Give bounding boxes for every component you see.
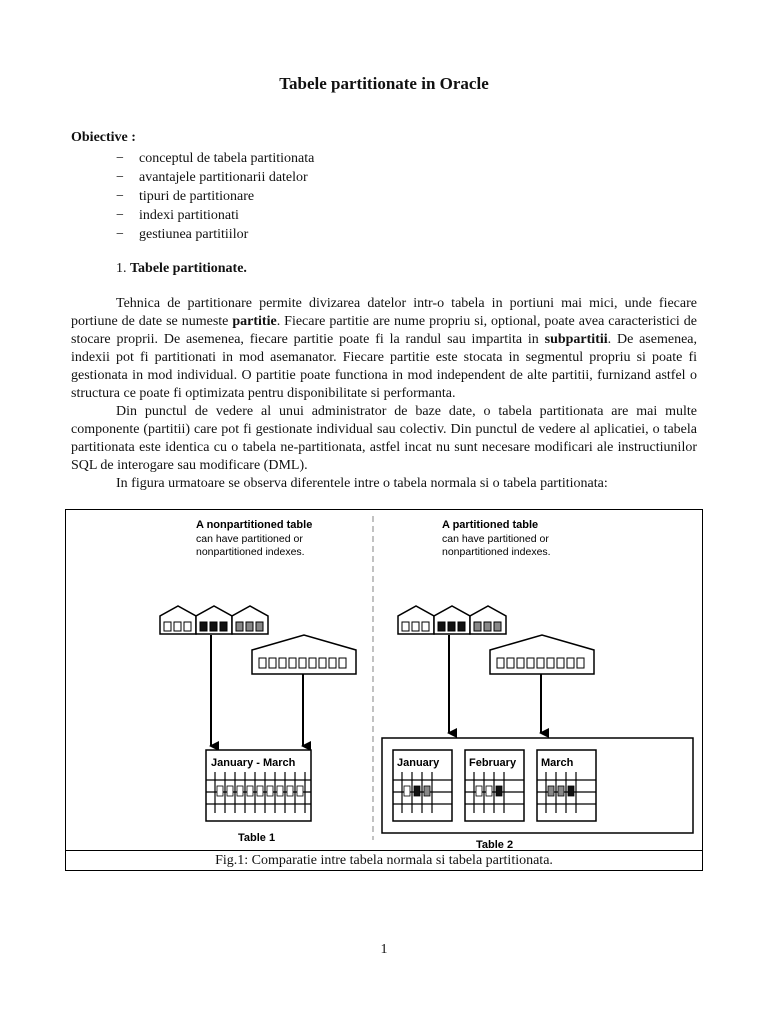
objectives-heading: Obiective : — [71, 130, 136, 145]
left-heading: A nonpartitioned table — [196, 519, 313, 531]
term-subpartitii: subpartitii — [544, 332, 608, 347]
paragraph-text: Tehnica de partitionare permite divizarea datelor intr-o tabela in portiuni mai mici, unde fiecare portiune de date se numeste — [71, 296, 697, 329]
table-1 — [206, 750, 311, 821]
partition-label: February — [469, 757, 517, 769]
objective-text: indexi partitionati — [139, 208, 239, 223]
objective-text: conceptul de tabela partitionata — [139, 151, 315, 166]
document-title: Tabele partitionate in Oracle — [279, 74, 489, 93]
objective-text: gestiunea partitiilor — [139, 227, 249, 242]
right-heading: A partitioned table — [442, 519, 539, 531]
global-index-icon — [490, 635, 594, 674]
objective-text: avantajele partitionarii datelor — [139, 170, 308, 185]
partitioned-index-icon — [160, 606, 268, 634]
list-marker: − — [116, 227, 124, 242]
paragraph: In figura urmatoare se observa diferentele intre o tabela normala si o tabela partitionata: — [116, 476, 608, 491]
left-subtext: nonpartitioned indexes. — [196, 546, 305, 558]
term-partitie: partitie — [232, 314, 277, 329]
list-marker: − — [116, 151, 124, 166]
paragraph-text: . De asemenea, indexii pot fi partitionati in mod asemanator. Fiecare partitie este stocata in segmentul propriu si poate fi gestionata in mod individual. O partitie poate functiona in mod independent de alte partitii, furnizand astfel o structura ce poate fi optimizata pentru disponibilitate si performanta. — [71, 332, 698, 401]
partition-label: March — [541, 757, 574, 769]
paragraph — [71, 295, 697, 403]
left-subtext: can have partitioned or — [196, 533, 303, 545]
objectives-list — [116, 149, 314, 244]
list-item — [116, 225, 314, 244]
partition-march — [537, 750, 596, 821]
right-subtext: can have partitioned or — [442, 533, 549, 545]
right-subtext: nonpartitioned indexes. — [442, 546, 551, 558]
paragraph: Din punctul de vedere al unui administrator de baze date, o tabela partitionata are mai multe componente (partitii) care pot fi gestionate individual sau colectiv. Din punctul de vedere al aplicatiei, o tabela partitionata este identica cu o tabela ne-partitionata, astfel incat nu sunt necesare modificari ale instructiunilor SQL de interogare sau modificare (DML). — [71, 404, 697, 473]
figure-caption: Fig.1: Comparatie intre tabela normala si tabela partitionata. — [66, 850, 702, 871]
objective-text: tipuri de partitionare — [139, 189, 255, 204]
table-1-caption: Table 1 — [238, 832, 276, 844]
partition-january — [393, 750, 452, 821]
partitioned-index-icon — [398, 606, 506, 634]
table-2-caption: Table 2 — [476, 839, 514, 850]
page-number: 1 — [380, 942, 388, 957]
body-text — [71, 295, 697, 493]
figure-frame — [65, 509, 703, 871]
table-1-label: January - March — [211, 757, 296, 769]
section-number: 1. — [116, 261, 127, 276]
section-title: Tabele partitionate. — [130, 261, 247, 276]
list-item — [116, 206, 314, 225]
global-index-icon — [252, 635, 356, 674]
list-marker: − — [116, 170, 124, 185]
paragraph-text: . Fiecare partitie are nume propriu si, optional, poate avea caracteristici de stocare proprii. De asemenea, fiecare partitie poate fi la randul sau impartita in — [71, 314, 697, 347]
section-heading — [116, 261, 247, 277]
list-item — [116, 187, 314, 206]
list-item — [116, 149, 314, 168]
list-marker: − — [116, 189, 124, 204]
list-item — [116, 168, 314, 187]
figure-diagram — [66, 510, 702, 850]
partition-february — [465, 750, 524, 821]
list-marker: − — [116, 208, 124, 223]
partition-label: January — [397, 757, 440, 769]
